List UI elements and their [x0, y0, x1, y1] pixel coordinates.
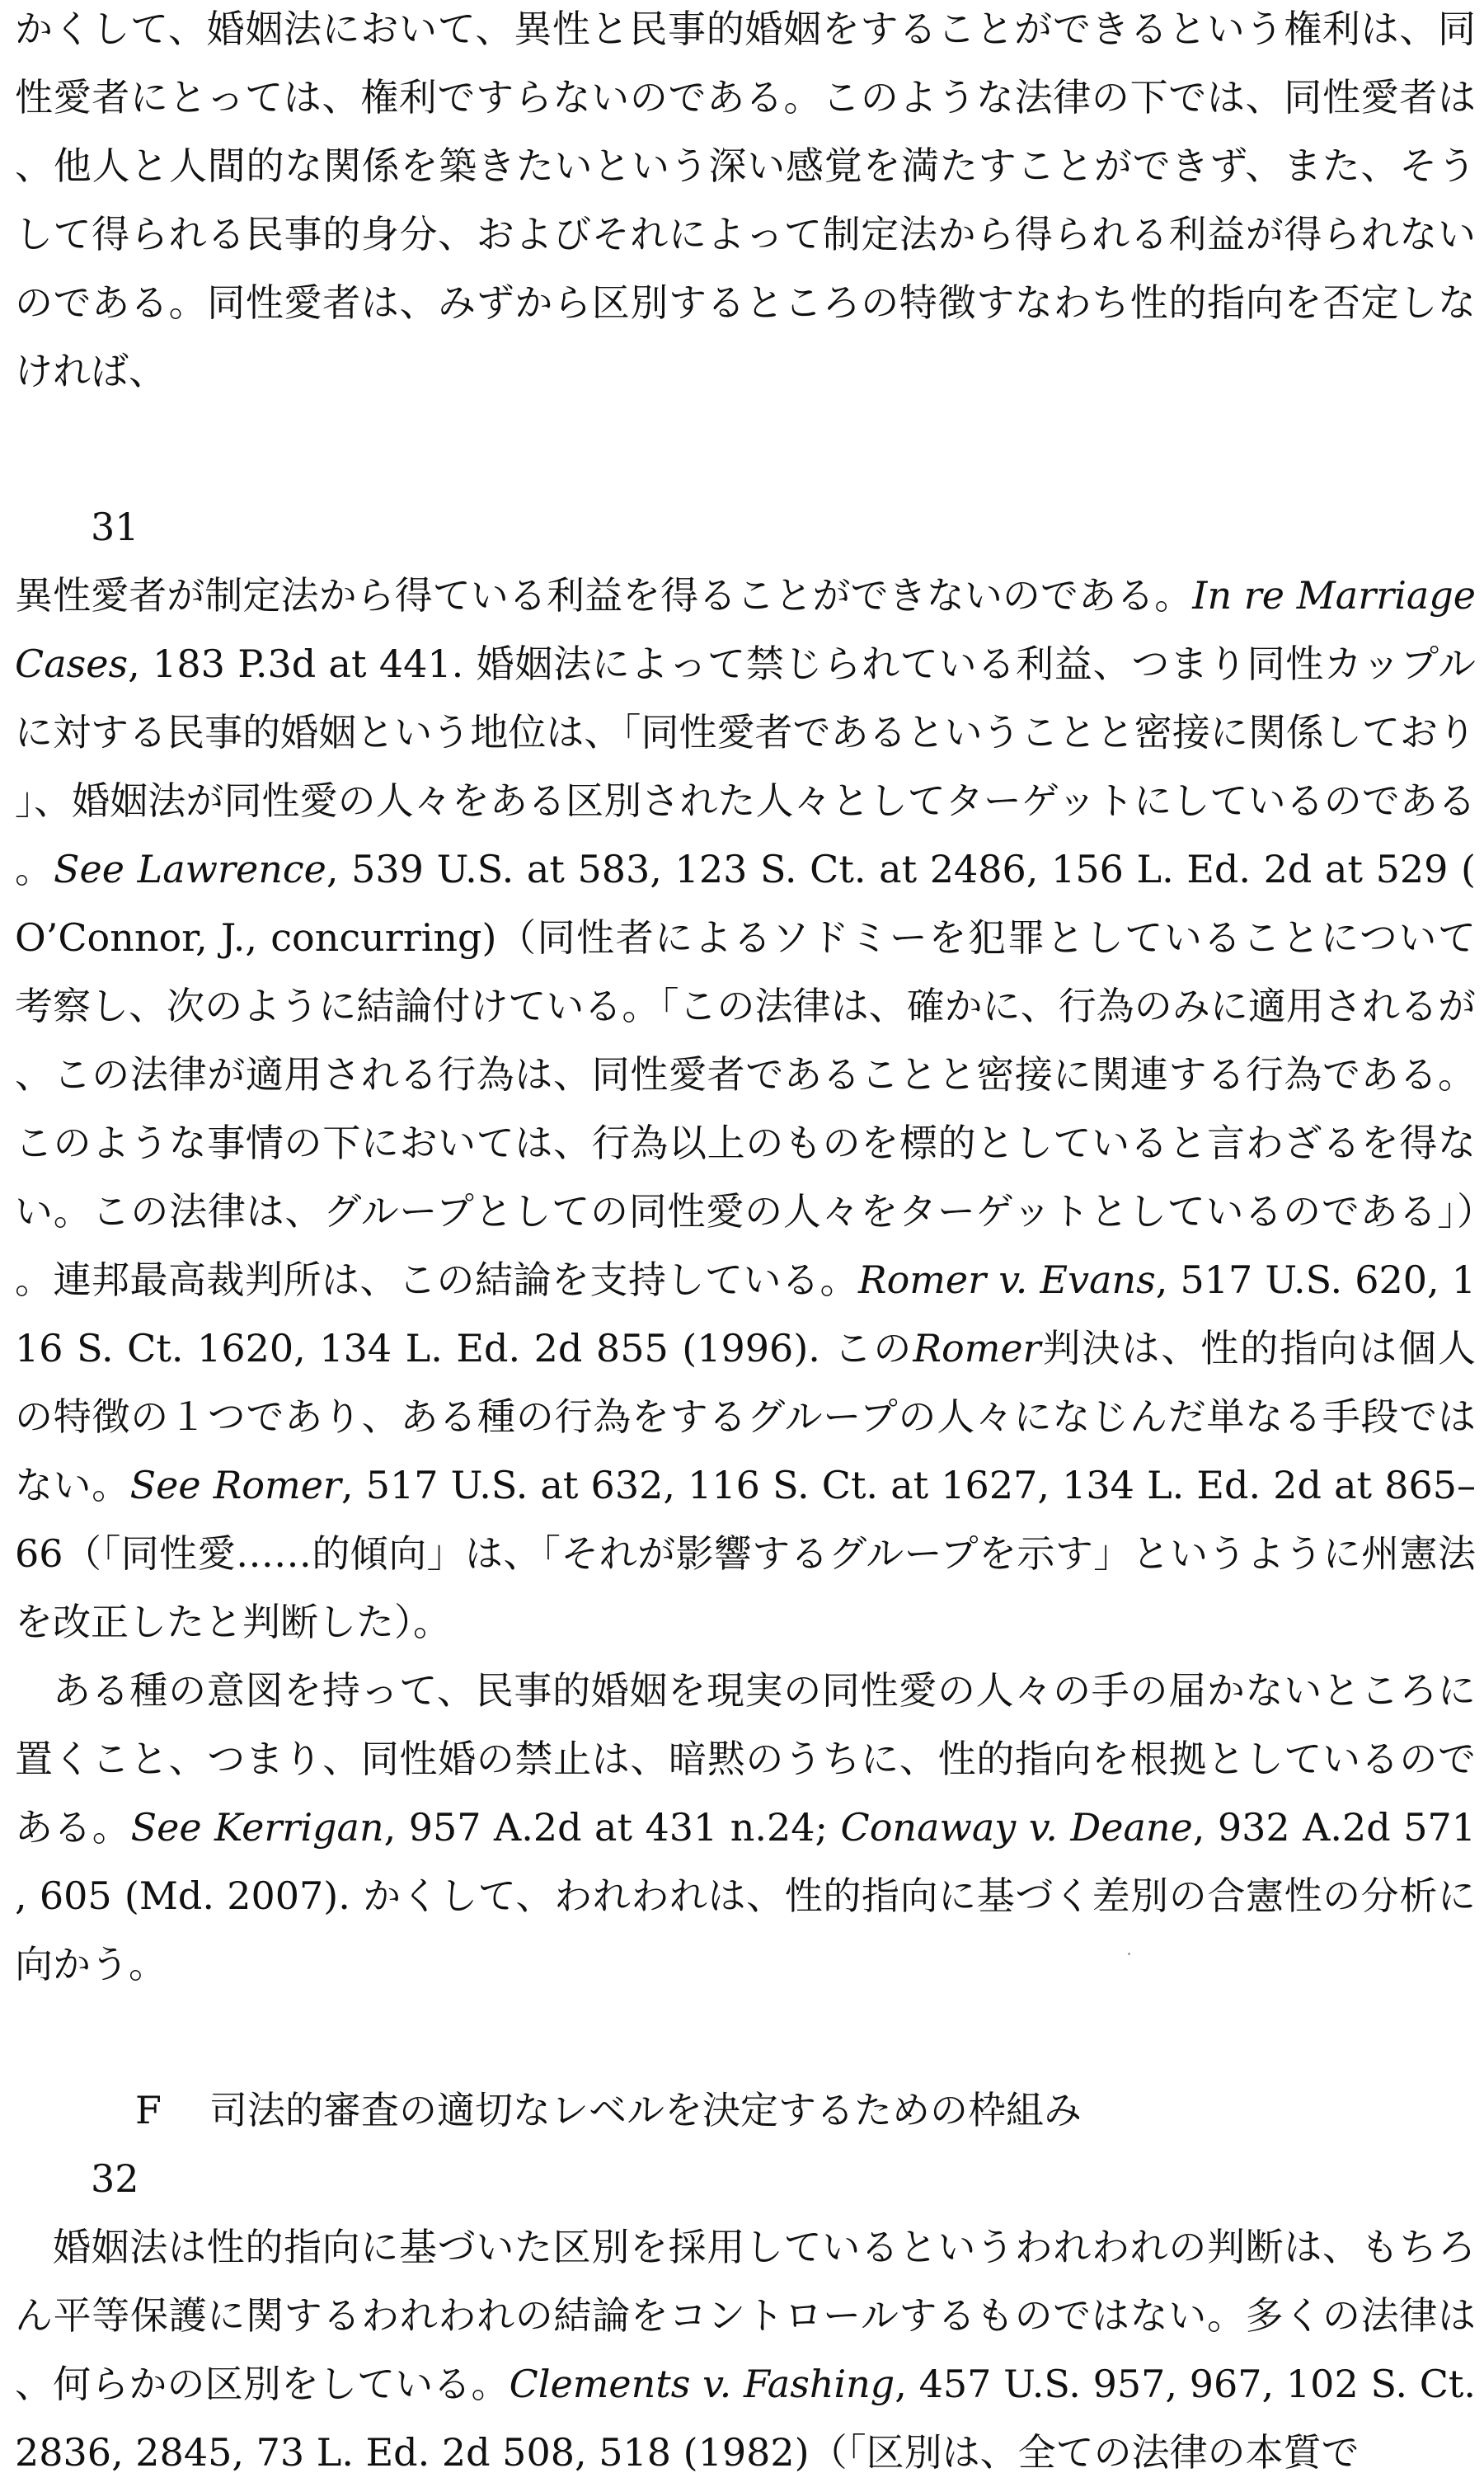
text: , 183 P.3d at 441. 婚姻法によって禁じられている利益、つまり同性カップルに対する民事的婚姻という地位は、「同性愛者であるということと密接に関係しており」、婚姻法が同性愛の人々をある区別された人々としてターゲットにしているのである。 — [15, 642, 1476, 891]
text: 異性愛者が制定法から得ている利益を得ることができないのである。 — [15, 573, 1193, 618]
case-citation: Conaway v. Deane — [840, 1805, 1193, 1850]
text: , 932 A.2d 571, 605 (Md. 2007). かくして、われわれは、性的指向に基づく差別の合憲性の分析に向かう。 — [15, 1805, 1477, 1986]
scan-speck — [1128, 1953, 1130, 1955]
paragraph-4 — [15, 2213, 1476, 2487]
section-heading-title: 司法的審査の適切なレベルを決定するための枠組み — [209, 2088, 1082, 2132]
case-citation: Romer v. Evans — [857, 1258, 1156, 1302]
case-citation: See Lawrence — [54, 847, 326, 891]
section-heading-label: F — [135, 2088, 162, 2132]
text: ある種の意図を持って、民事的婚姻を現実の同性愛の人々の手の届かないところに置くこと、つまり、同性婚の禁止は、暗黙のうちに、性的指向を根拠としているのである。 — [15, 1668, 1476, 1850]
case-citation: In re Marriage Cases — [15, 573, 1477, 686]
text: , 539 U.S. at 583, 123 S. Ct. at 2486, 156 L. Ed. 2d at 529 (O’Connor, J., concurring)（同性者によるソドミーを犯罪としていることについて考察し、次のように結論付けている。「この法律は、確かに、行為のみに適用されるが、この法律が適用される行為は、同性愛者であることと密接に関連する行為である。このような事情の下においては、行為以上のものを標的としていると言わざるを得ない。この法律は、グループとしての同性愛の人々をターゲットとしているのである」）。連邦最高裁判所は、この結論を支持している。 — [15, 847, 1477, 1302]
spacer — [15, 406, 1476, 493]
text: , 517 U.S. 620, 116 S. Ct. 1620, 134 L. Ed. 2d 855 (1996). この — [15, 1258, 1477, 1370]
case-citation: See Kerrigan — [130, 1805, 384, 1850]
text: , 517 U.S. at 632, 116 S. Ct. at 1627, 134 L. Ed. 2d at 865–66（「同性愛……的傾向」は、「それが影響するグループを示す」というように州憲法を改正したと判断した）。 — [15, 1463, 1476, 1644]
spacer — [15, 1999, 1476, 2076]
paragraph-number-31: 31 — [91, 505, 139, 549]
text: 判決は、性的指向は個人の特徴の１つであり、ある種の行為をするグループの人々になじんだ単なる手段ではない。 — [15, 1326, 1477, 1507]
case-citation: Romer — [913, 1326, 1041, 1370]
case-citation: See Romer — [129, 1463, 341, 1507]
paragraph-number-32: 32 — [91, 2156, 139, 2201]
text: , 457 U.S. 957, 967, 102 S. Ct. 2836, 2845, 73 L. Ed. 2d 508, 518 (1982)（「区別は、全ての法律の本質で — [15, 2362, 1477, 2475]
text: , 957 A.2d at 431 n.24; — [383, 1805, 841, 1850]
text: 婚姻法は性的指向に基づいた区別を採用しているというわれわれの判断は、もちろん平等保護に関するわれわれの結論をコントロールするものではない。多くの法律は、何らかの区別をしている。 — [15, 2225, 1476, 2406]
document-page — [15, 0, 1477, 2475]
paragraph-1: かくして、婚姻法において、異性と民事的婚姻をすることができるという権利は、同性愛者にとっては、権利ですらないのである。このような法律の下では、同性愛者は、他人と人間的な関係を築きたいという深い感覚を満たすことができず、また、そうして得られる民事的身分、およびそれによって制定法から得られる利益が得られないのである。同性愛者は、みずから区別するところの特徴すなわち性的指向を否定しなければ、 — [15, 7, 1477, 393]
paragraph-2 — [15, 562, 1476, 1657]
paragraph-3 — [15, 1657, 1476, 1999]
section-heading — [15, 2076, 1476, 2145]
case-citation: Clements v. Fashing — [509, 2362, 895, 2406]
